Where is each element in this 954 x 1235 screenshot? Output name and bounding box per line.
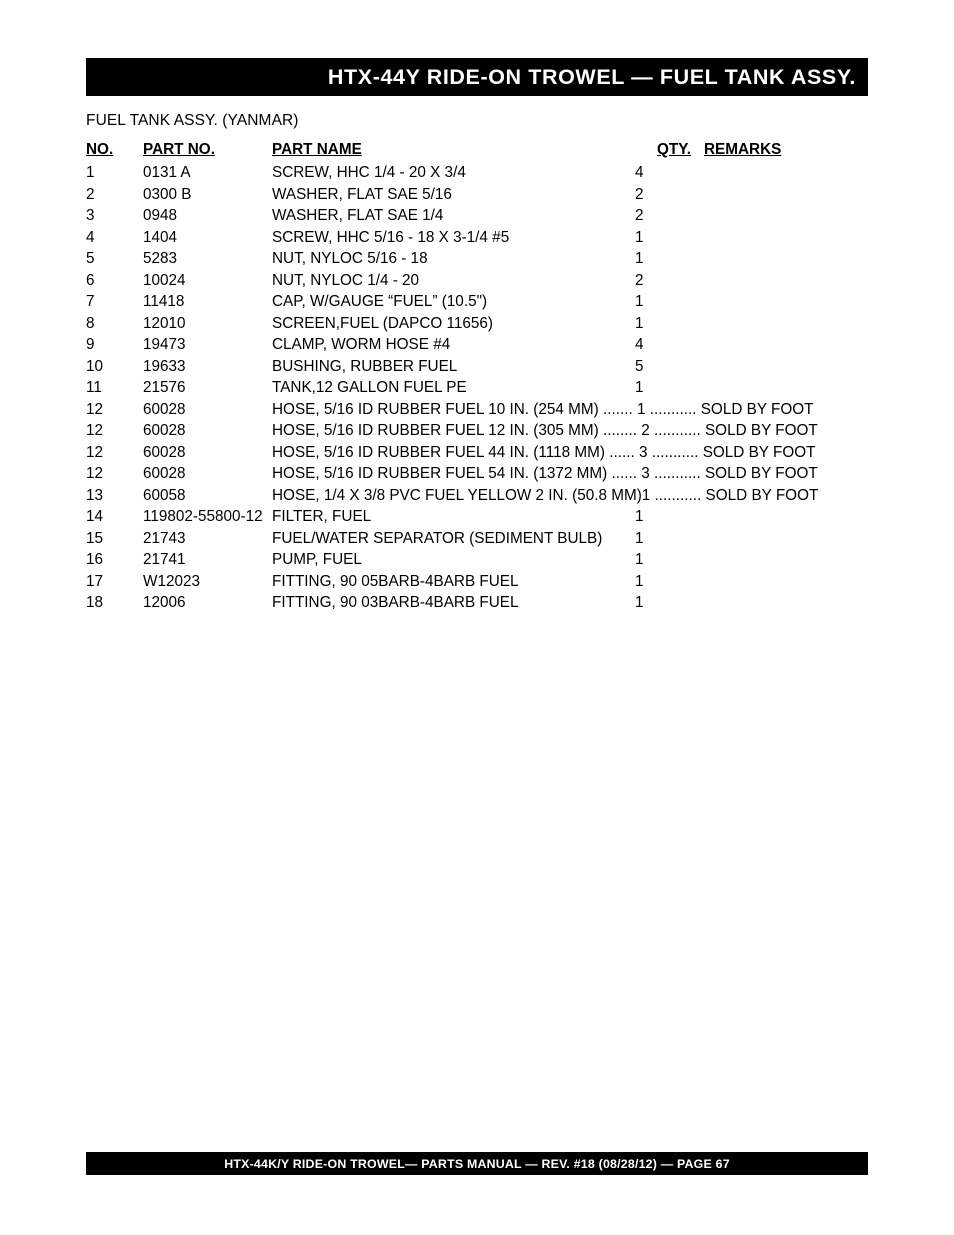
cell-part-no: 0131 A	[143, 164, 191, 181]
table-header-row	[86, 141, 886, 164]
cell-no: 8	[86, 314, 95, 332]
cell-part-no: 19633	[143, 357, 186, 375]
table-row	[86, 530, 886, 552]
cell-part-name: SCREW, HHC 1/4 - 20 X 3/4	[272, 164, 466, 181]
cell-no: 7	[86, 293, 95, 310]
cell-no: 12	[86, 422, 104, 439]
table-body	[86, 164, 886, 616]
cell-part-name: PUMP, FUEL	[272, 551, 362, 568]
column-header-qty: QTY.	[657, 141, 691, 158]
cell-no: 5	[86, 250, 95, 267]
cell-part-no: 60028	[143, 400, 186, 418]
cell-qty: 1	[635, 250, 644, 267]
column-header-no: NO.	[86, 141, 114, 158]
table-row	[86, 594, 886, 616]
table-row	[86, 573, 886, 595]
cell-no: 12	[86, 443, 104, 461]
section-subtitle: FUEL TANK ASSY. (YANMAR)	[86, 112, 299, 129]
cell-part-name: BUSHING, RUBBER FUEL	[272, 357, 458, 375]
cell-part-name: NUT, NYLOC 5/16 - 18	[272, 250, 428, 267]
page-footer-bar	[86, 1152, 868, 1175]
cell-part-name: CLAMP, WORM HOSE #4	[272, 336, 451, 353]
table-row	[86, 336, 886, 358]
cell-no: 16	[86, 551, 104, 568]
cell-qty: 1	[635, 508, 644, 525]
table-row	[86, 164, 886, 186]
cell-no: 1	[86, 164, 95, 181]
table-row	[86, 272, 886, 294]
cell-no: 3	[86, 207, 95, 224]
cell-part-no: 60058	[143, 486, 186, 504]
table-row	[86, 487, 886, 509]
cell-part-no: 60028	[143, 465, 186, 482]
table-row	[86, 551, 886, 573]
cell-part-name: TANK,12 GALLON FUEL PE	[272, 379, 467, 396]
table-row	[86, 293, 886, 315]
cell-part-name: HOSE, 5/16 ID RUBBER FUEL 12 IN. (305 MM) ........ 2 ........... SOLD BY FOOT	[272, 422, 818, 439]
cell-no: 14	[86, 508, 104, 525]
cell-no: 13	[86, 486, 104, 504]
cell-qty: 1	[635, 293, 644, 310]
cell-no: 9	[86, 336, 95, 353]
cell-qty: 1	[635, 228, 644, 246]
cell-part-no: 10024	[143, 271, 186, 289]
cell-part-name: WASHER, FLAT SAE 1/4	[272, 207, 444, 224]
table-row	[86, 207, 886, 229]
cell-qty: 4	[635, 336, 644, 353]
cell-no: 2	[86, 185, 95, 203]
cell-no: 4	[86, 228, 95, 246]
table-row	[86, 250, 886, 272]
table-row	[86, 508, 886, 530]
cell-no: 15	[86, 529, 104, 547]
cell-qty: 4	[635, 164, 644, 181]
cell-part-name: FUEL/WATER SEPARATOR (SEDIMENT BULB)	[272, 529, 603, 547]
cell-part-no: 1404	[143, 228, 178, 246]
cell-part-no: 12010	[143, 314, 186, 332]
column-header-remarks: REMARKS	[704, 141, 782, 158]
cell-part-no: 19473	[143, 336, 186, 353]
parts-table	[86, 141, 886, 616]
table-row	[86, 186, 886, 208]
cell-qty: 1	[635, 529, 644, 547]
cell-part-no: 60028	[143, 443, 186, 461]
footer-text: HTX-44K/Y RIDE-ON TROWEL— PARTS MANUAL — REV. #18 (08/28/12) — PAGE 67	[224, 1156, 730, 1171]
cell-part-no: W12023	[143, 572, 200, 590]
cell-part-no: 0948	[143, 207, 178, 224]
cell-part-no: 21576	[143, 379, 186, 396]
cell-part-name: FITTING, 90 03BARB-4BARB FUEL	[272, 594, 519, 611]
cell-part-no: 21743	[143, 529, 186, 547]
cell-qty: 1	[635, 572, 644, 590]
cell-qty: 1	[635, 594, 644, 611]
column-header-part-no: PART NO.	[143, 141, 215, 158]
cell-part-name: FILTER, FUEL	[272, 508, 372, 525]
cell-qty: 1	[635, 379, 644, 396]
table-row	[86, 444, 886, 466]
cell-part-no: 21741	[143, 551, 186, 568]
cell-part-name: NUT, NYLOC 1/4 - 20	[272, 271, 420, 289]
cell-part-no: 119802-55800-12	[143, 508, 263, 525]
cell-part-name: FITTING, 90 05BARB-4BARB FUEL	[272, 572, 519, 590]
cell-qty: 1	[635, 314, 644, 332]
cell-part-name: HOSE, 5/16 ID RUBBER FUEL 10 IN. (254 MM) ....... 1 ........... SOLD BY FOOT	[272, 400, 814, 418]
table-row	[86, 422, 886, 444]
cell-qty: 2	[635, 207, 644, 224]
cell-part-name: HOSE, 5/16 ID RUBBER FUEL 44 IN. (1118 MM) ...... 3 ........... SOLD BY FOOT	[272, 443, 816, 461]
cell-no: 17	[86, 572, 104, 590]
cell-no: 10	[86, 357, 104, 375]
table-row	[86, 401, 886, 423]
cell-qty: 5	[635, 357, 644, 375]
cell-part-no: 12006	[143, 594, 186, 611]
cell-no: 11	[86, 379, 102, 396]
cell-qty: 2	[635, 271, 644, 289]
cell-part-name: CAP, W/GAUGE “FUEL” (10.5")	[272, 293, 488, 310]
cell-part-no: 5283	[143, 250, 178, 267]
cell-part-no: 11418	[143, 293, 185, 310]
cell-part-name: SCREEN,FUEL (DAPCO 11656)	[272, 314, 494, 332]
cell-no: 18	[86, 594, 104, 611]
cell-part-no: 60028	[143, 422, 186, 439]
table-row	[86, 358, 886, 380]
cell-part-name: WASHER, FLAT SAE 5/16	[272, 185, 452, 203]
table-row	[86, 229, 886, 251]
cell-no: 12	[86, 400, 104, 418]
cell-part-name: HOSE, 5/16 ID RUBBER FUEL 54 IN. (1372 MM) ...... 3 ........... SOLD BY FOOT	[272, 465, 818, 482]
cell-no: 6	[86, 271, 95, 289]
column-header-part-name: PART NAME	[272, 141, 362, 158]
cell-qty: 1	[635, 551, 644, 568]
cell-part-name: HOSE, 1/4 X 3/8 PVC FUEL YELLOW 2 IN. (50.8 MM)1 ........... SOLD BY FOOT	[272, 486, 819, 504]
cell-no: 12	[86, 465, 104, 482]
table-row	[86, 315, 886, 337]
cell-qty: 2	[635, 185, 644, 203]
table-row	[86, 465, 886, 487]
cell-part-no: 0300 B	[143, 185, 192, 203]
table-row	[86, 379, 886, 401]
page-title: HTX-44Y RIDE-ON TROWEL — FUEL TANK ASSY.	[327, 64, 856, 89]
cell-part-name: SCREW, HHC 5/16 - 18 X 3-1/4 #5	[272, 228, 510, 246]
page-header-bar	[86, 58, 868, 96]
